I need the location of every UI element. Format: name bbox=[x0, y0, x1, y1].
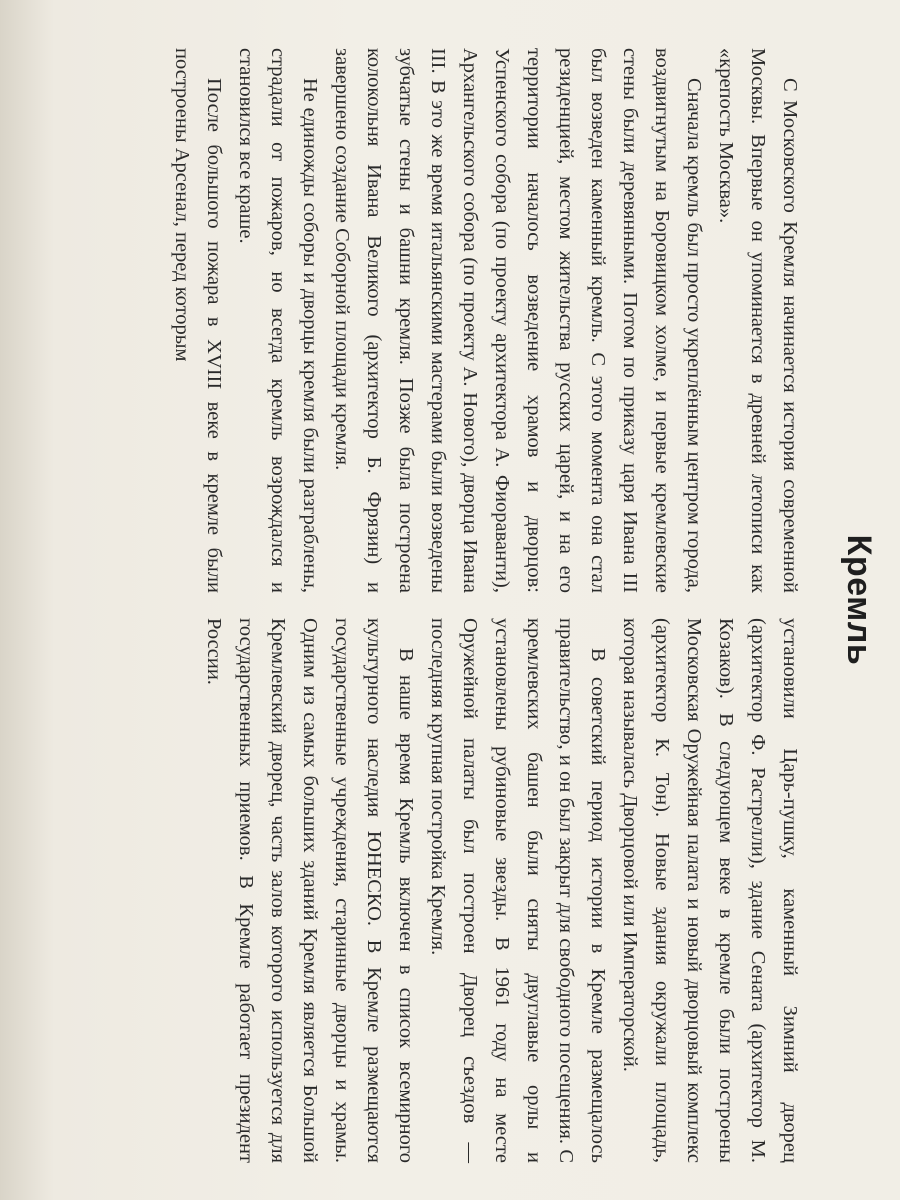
paragraph-continuation: установили Царь-пушку, каменный Зимний дворец (архитектор Ф. Растрелли), здание Сената (архитектор М. Козаков). В следующем веке в кремле были построены Московская Оружейная палата и новый дворцовый комплекс (архитектор К. Тон). Новые здания окружали площадь, которая называлась Дворцовой или Императорской. bbox=[619, 618, 801, 1163]
paragraph: С Московского Кремля начинается история современной Москвы. Впервые он упоминается в древней летописи как «крепость Москва». bbox=[715, 48, 801, 593]
paragraph: Не единожды соборы и дворцы кремля были разграблены, страдали от пожаров, но всегда кремль возрождался и становился все краше. bbox=[235, 48, 321, 593]
text-column-left bbox=[16, 48, 806, 593]
paragraph: После большого пожара в XVIII веке в кремле были построены Арсенал, перед которым bbox=[171, 48, 225, 593]
paragraph: В наше время Кремль включен в список всемирного культурного наследия ЮНЕСКО. В Кремле размещаются государственные учреждения, старинные дворцы и храмы. Одним из самых больших зданий Кремля является Большой Кремлевский дворец, часть залов которого используется для государственных приемов. В Кремле работает президент России. bbox=[203, 618, 417, 1163]
paragraph: В советский период истории в Кремле размещалось правительство, и он был закрыт для свободного посещения. С кремлевских башен были сняты двуглавые орлы и установлены рубиновые звезды. В 1961 году на месте Оружейной палаты был построен Дворец съездов — последняя крупная постройка Кремля. bbox=[427, 618, 609, 1163]
page-title: Кремль bbox=[840, 534, 878, 666]
text-column-right bbox=[16, 618, 806, 1163]
paragraph: Сначала кремль был просто укреплённым центром города, воздвигнутым на Боровицком холме, и первые кремлевские стены были деревянными. Потом по приказу царя Ивана III был возведен каменный кремль. С этого момента она стал резиденцией, местом жительства русских царей, и на его территории началось возведение храмов и дворцов: Успенского собора (по проекту архитектора А. Фиораванти), Архангельского собора (по проекту А. Нового), дворца Ивана III. В это же время итальянскими мастерами были возведены зубчатые стены и башни кремля. Позже была построена колокольня Ивана Великого (архитектор Б. Фрязин) и завершено создание Соборной площади кремля. bbox=[331, 48, 705, 593]
